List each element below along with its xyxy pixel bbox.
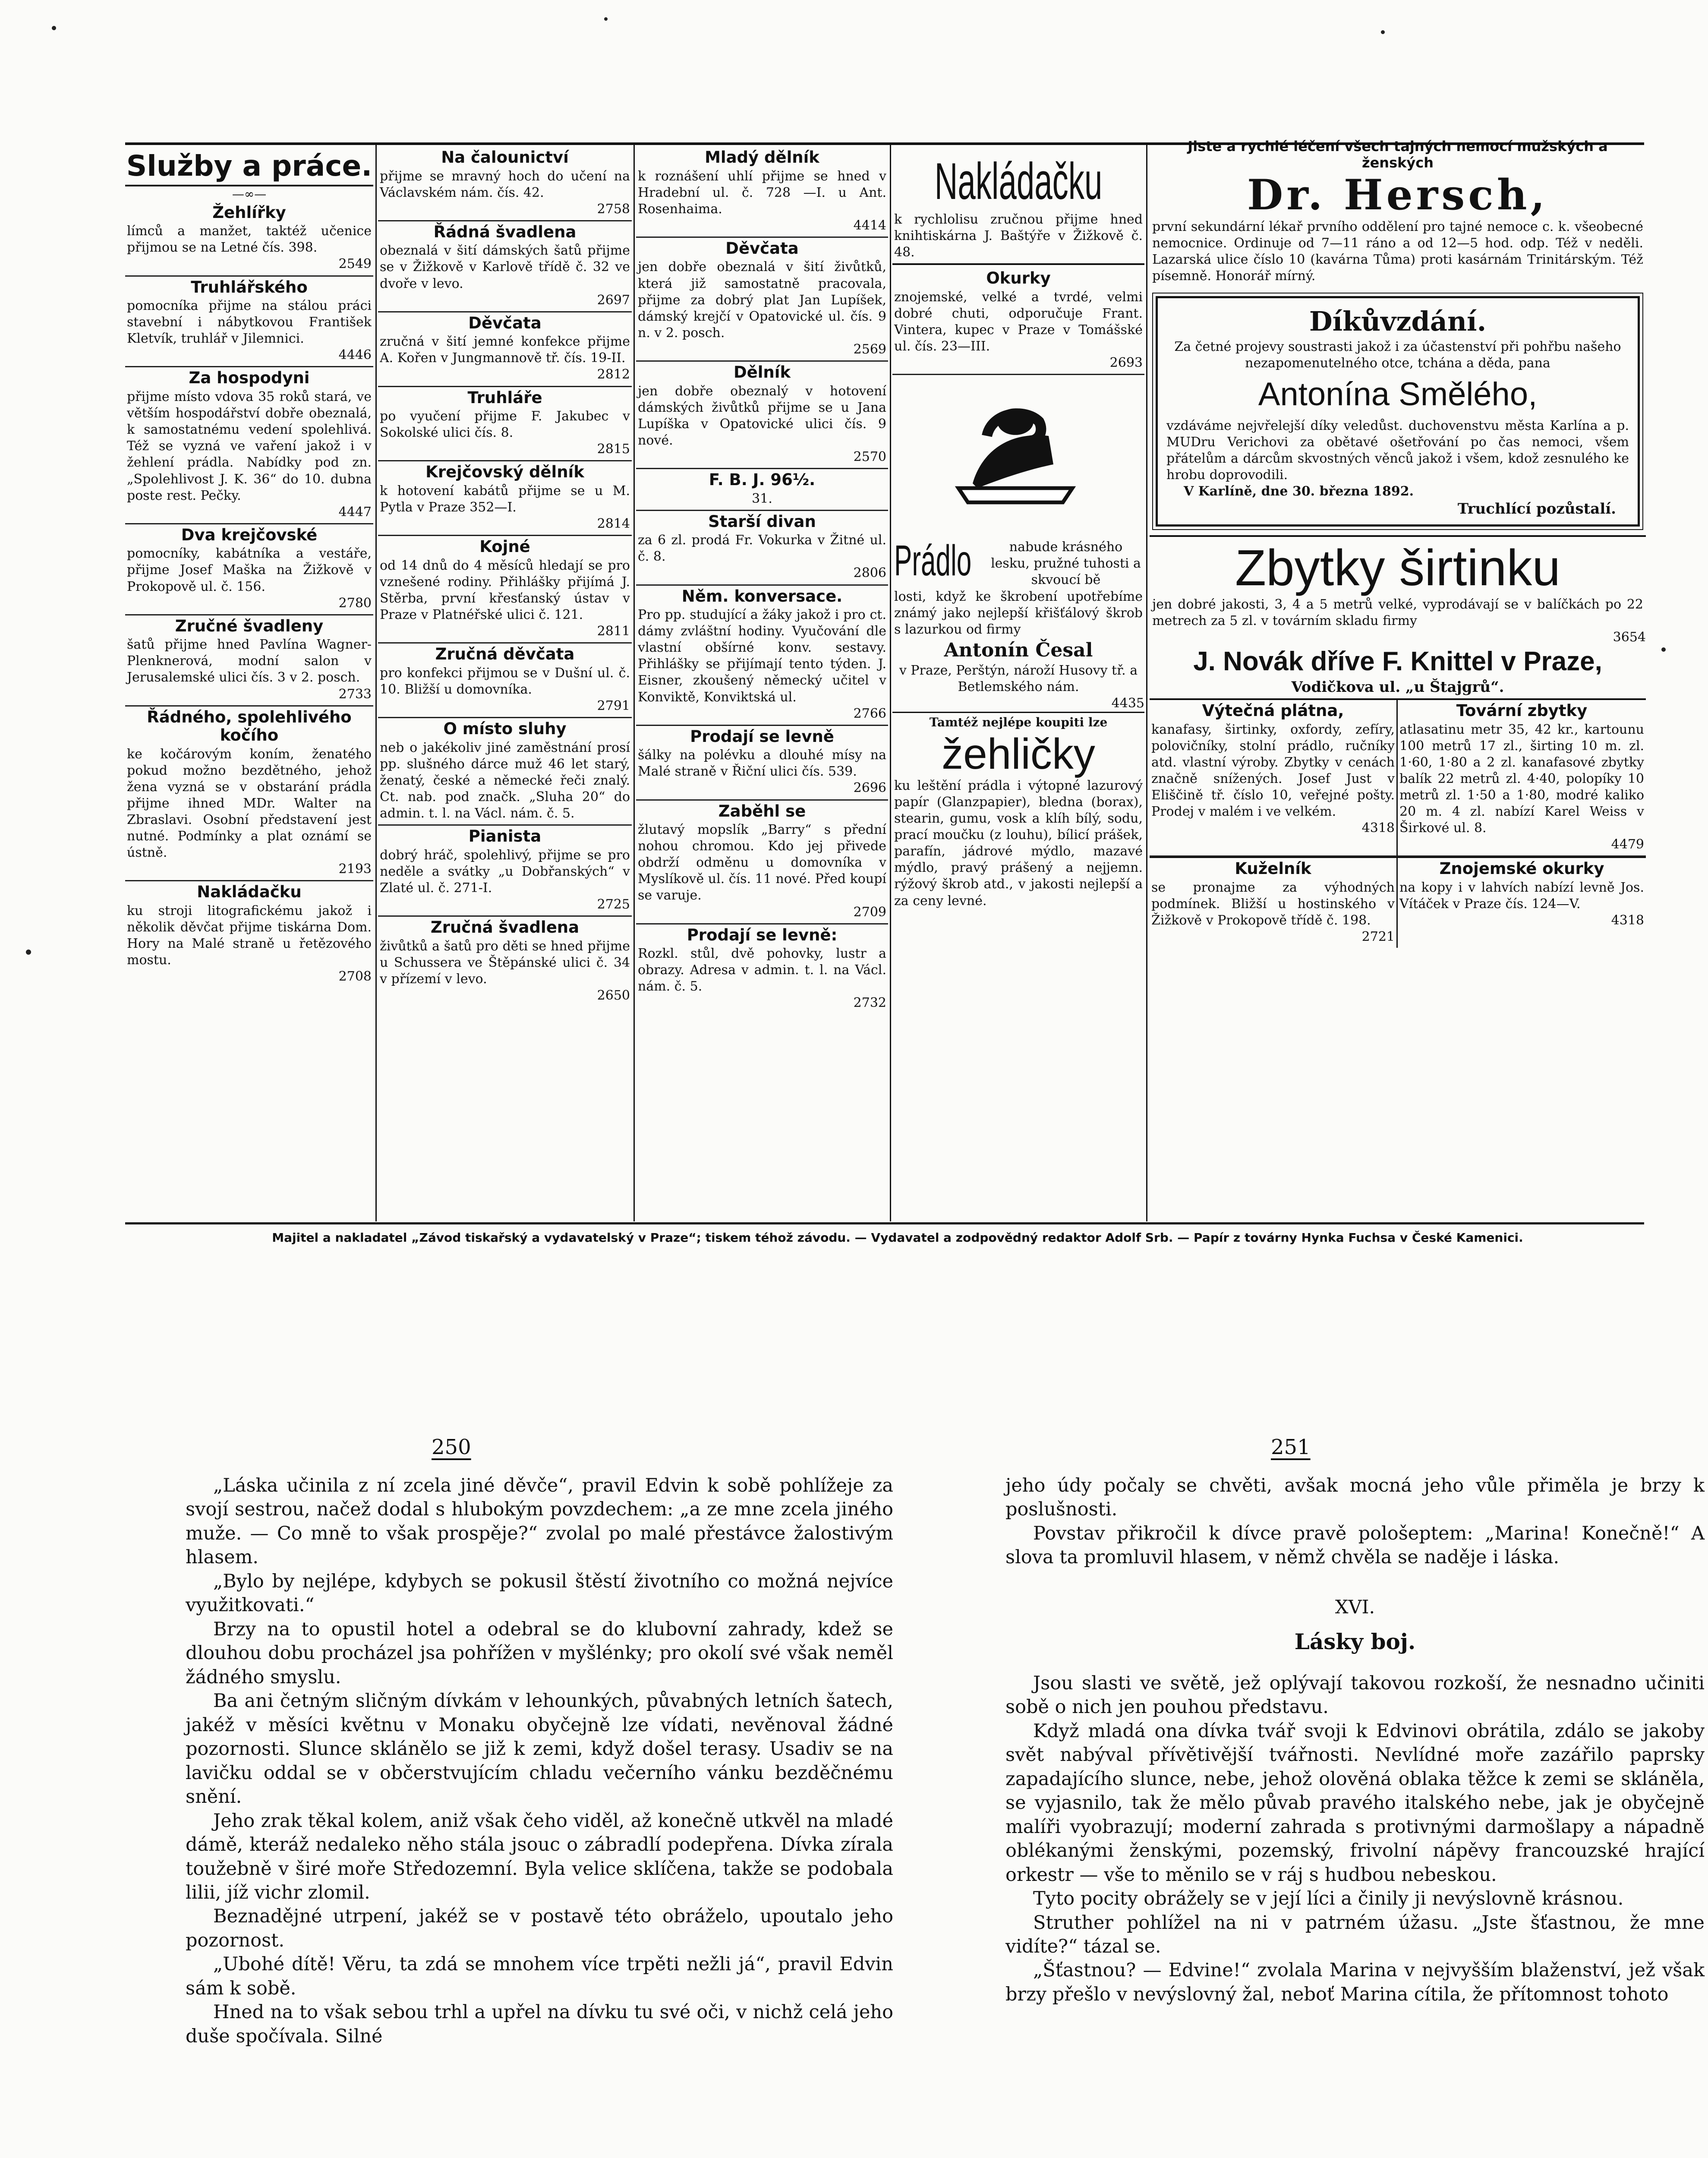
classified-ad [125, 524, 373, 615]
classified-ad [636, 511, 888, 586]
paragraph: Hned na to však sebou trhl a upřel na dívku tu své oči, v nichž celá jeho duše spočívala. Silné [186, 2001, 893, 2047]
classified-ad [378, 461, 632, 536]
ad-title: Zaběhl se [718, 801, 806, 820]
ad-title: Dva krejčovské [181, 525, 318, 544]
ad-title: Za hospodyni [189, 369, 310, 388]
ad-title: Truhláře [467, 388, 542, 407]
paragraph: Brzy na to opustil hotel a odebral se do klubovní zahrady, kdež se dlouhou dobu procházel jsa pohřížen v myšlénky; pro okolí své však neměl žádného smyslu. [186, 1618, 893, 1688]
doctor-name: Dr. Hersch, [1247, 170, 1548, 219]
thanks-signature: Truchlící pozůstalí. [1457, 500, 1616, 518]
ad-text: k roznášení uhlí přijme se hned v Hradební ul. č. 728 —I. u Ant. Rosenhaima. [638, 168, 886, 217]
ad-title: Na čalounictví [441, 148, 569, 167]
chapter-title: Lásky boj. [1294, 1629, 1416, 1655]
ad-title: Prodají se levně: [687, 925, 838, 944]
zbytky-text: jen dobré jakosti, 3, 4 a 5 metrů velké, vyprodávají se v balíčkách po 22 metrech za 5 zl. v továrním skladu firmy [1152, 597, 1643, 629]
paragraph: „Šťastnou? — Edvine!“ zvolala Marina v nejvyšším blaženství, jež však brzy přešlo v nevýslovný žal, neboť Marina cítila, že přítomnost tohoto [1005, 1959, 1705, 2005]
ad-title: Truhlářského [191, 278, 308, 297]
novak-address: Vodičkova ul. „u Štajgrů“. [1150, 678, 1646, 700]
ad-text: atlasatinu metr 35, 42 kr., kartounu 100 metrů 17 zl., širting 10 m. zl. 1·60, 1·80 a 2 zl. kanafasové zbytky balík 22 metrů zl. 4·40, polopíky 10 metrů zl. 1·50 a 1·80, modré kaliko 20 m. 4 zl. nabízí Karel Weiss v Širkové ul. 8. [1399, 722, 1644, 836]
ad-text: jen dobře obeznalá v šití živůtků, která již samostatně pracovala, přijme za dobrý plat Jan Lupíšek, dámský krejčí v Opatovické ul. čís. 9 n. v 2. posch. [638, 259, 886, 341]
tagline: Tamtéž nejlépe koupiti lze [892, 712, 1144, 730]
classified-ad [378, 917, 632, 1006]
ad-text: límců a manžet, taktéž učenice přijmou se na Letné čís. 398. [127, 224, 372, 256]
classified-ad [378, 312, 632, 387]
publisher-footer: Majitel a nakladatel „Závod tiskařský a vydavatelský v Praze“; tiskem téhož závodu. — Vydavatel a zodpovědný redaktor Adolf Srb. — Papír z továrny Hynka Fuchsa v České Kamenici. [272, 1230, 1523, 1245]
firm-number: 4435 [1111, 696, 1144, 711]
ad-title: Kojné [479, 537, 530, 556]
ad-number: 2814 [597, 516, 630, 532]
ad-text: pro konfekci přijmou se v Dušní ul. č. 10. Bližší u domovníka. [380, 665, 630, 697]
ad-number: 2758 [597, 201, 630, 217]
ad-text: Pro pp. studující a žáky jakož i pro ct. dámy zvláštní hodiny. Vyučování dle vlastní obšírné konv. sestavy. Přihlášky se přijímají tento týden. J. Eisner, zkoušený německý učitel v Konviktě, Konviktská ul. [638, 607, 886, 705]
classified-ad [125, 367, 373, 524]
paragraph: Tyto pocity obrážely se v její líci a činily ji nevýslovně krásnou. [1033, 1888, 1624, 1910]
ad-number: 2708 [338, 969, 372, 984]
ad-text: Rozkl. stůl, dvě pohovky, lustr a obrazy. Adresa v admin. t. l. na Václ. nám. č. 5. [638, 946, 886, 994]
ad-number: 2650 [597, 988, 630, 1003]
novel-right-page [1005, 1474, 1705, 2007]
ad-text: od 14 dnů do 4 měsíců hledají se pro vznešené rodiny. Přihlášky přijímá J. Stěrba, první křesťanský ústav v Praze v Platnéřské ulici č. 121. [380, 558, 630, 623]
classified-ad [125, 707, 373, 882]
ad-text: kanafasy, širtinky, oxfordy, zefíry, polovičníky, stolní prádlo, ručníky atd. vlastní výroby. Zbytky v cenách značně snížených. Josef Just v Eliščině tř. číslo 10, veřejné pošty. Prodej v malém i ve velkém. [1151, 722, 1395, 820]
ad-text: obeznalá v šití dámských šatů přijme se v Žižkově v Karlově třídě č. 32 ve dvoře v levo. [380, 243, 630, 291]
ad-text: šatů přijme hned Pavlína Wagner-Plenknerová, modní salon v Jerusalemské ulici čís. 3 v 2. posch. [127, 637, 372, 685]
column-3 [636, 147, 888, 1221]
ad-text: pomocníka přijme na stálou práci stavební i nábytkovou František Kletvík, truhlář v Jilemnici. [127, 298, 372, 347]
print-speck [26, 950, 31, 955]
classified-ad [1398, 858, 1646, 948]
print-speck [1661, 647, 1666, 652]
ad-title: Pianista [468, 827, 542, 846]
ad-number: 2811 [597, 624, 630, 639]
ad-text: zručná v šití jemné konfekce přijme A. Kořen v Jungmannově tř. čís. 19-II. [380, 334, 630, 366]
classified-ad [125, 615, 373, 707]
ad-text: pomocníky, kabátníka a vestáře, přijme Josef Maška na Žižkově v Prokopově ul. č. 156. [127, 546, 372, 594]
ad-title: F. B. J. 96½. [709, 470, 816, 489]
paragraph: Ba ani četným sličným dívkám v lehounkých, půvabných letních šatech, jakéž v měsíci květnu v Monaku obyčejně lze vídati, nevěnoval žádné pozornosti. Slunce sklánělo se již k zemi, když došel terasy. Usadiv se na lavičku oddal se v občerstvujícím chladu večerního vánku bezděčnému snění. [186, 1690, 893, 1808]
ad-number: 2766 [853, 706, 886, 721]
column-rule [1146, 142, 1147, 1221]
deceased-name: Antonína Smělého, [1258, 376, 1538, 413]
ad-title: Starší divan [708, 512, 816, 531]
ad-title: Mladý dělník [705, 148, 819, 167]
iron-icon [944, 392, 1087, 517]
ad-number: 4414 [853, 218, 886, 233]
ad-number: 2732 [853, 995, 886, 1011]
paragraph: Jsou slasti ve světě, jež oplývají takovou rozkoší, že nesnadno učiniti sobě o nich jen pouhou představu. [1005, 1672, 1705, 1718]
ad-number: 2696 [853, 780, 886, 796]
classified-ad [636, 147, 888, 238]
ad-number: 4318 [1611, 913, 1644, 928]
zehlicky-heading: žehličky [942, 729, 1095, 778]
page-number-right: 251 [1271, 1435, 1311, 1459]
column-2 [378, 147, 632, 1221]
zbytky-heading: Zbytky širtinku [1150, 535, 1646, 596]
column-1 [125, 149, 373, 1221]
ornament: —∞— [232, 187, 267, 202]
ad-number: 2549 [338, 256, 372, 272]
ad-number: 2693 [1109, 355, 1143, 371]
ad-number: 4318 [1361, 820, 1395, 836]
chapter-number: XVI. [1335, 1596, 1375, 1618]
ad-number: 2812 [597, 367, 630, 382]
ad-text: neb o jakékoliv jiné zaměstnání prosí pp. slušného dárce muž 46 let starý, ženatý, české a německé řeči znalý. Ct. nab. pod značk. „Sluha 20“ do admin. t. l. na Václ. nám. č. 5. [380, 740, 630, 821]
ad-title: Zručná děvčata [435, 645, 575, 664]
classified-ad [378, 536, 632, 644]
banner-text: k rychlolisu zručnou přijme hned knihtiskárna J. Baštýře v Žižkově č. 48. [894, 212, 1143, 260]
ad-title: Výtečná plátna, [1202, 701, 1344, 720]
page-number-left: 250 [432, 1435, 471, 1459]
classified-ad [1150, 700, 1398, 857]
nakladacku-banner: Nakládačku [934, 152, 1103, 210]
classified-ad [1150, 858, 1398, 948]
column-4 [892, 147, 1144, 1221]
ad-title: Kuželník [1235, 859, 1311, 878]
classified-ad [636, 238, 888, 362]
paragraph: Když mladá ona dívka tvář svoji k Edvinovi obrátila, zdálo se jakoby svět nabýval přívětivější tvářnosti. Nevlídné moře zazářilo paprsky zapadajícího slunce, nebe, jehož olověná oblaka těžce k zemi se skláněla, se vyjasnilo, tak že mělo půvab pravého italského nebe, jak je obyčejně malíři vyobrazují; moderní zahrada s protivnými darmošlapy a nápadně oblékanými ženskými, pozemský, frivolní nápěvy francouzské hrající orkestr — vše to měnilo se v ráj s hudbou nebeskou. [1005, 1720, 1705, 1886]
column-rule [890, 142, 891, 1221]
paragraph: Struther pohlížel na ni v patrném úžasu. „Jste šťastnou, že mne vidíte?“ tázal se. [1005, 1912, 1705, 1957]
column-rule [633, 142, 635, 1221]
classified-ad [636, 726, 888, 801]
ad-title: Děvčata [725, 239, 799, 258]
paragraph: jeho údy počaly se chvěti, avšak mocná jeho vůle přiměla je brzy k poslušnosti. [1005, 1475, 1705, 1521]
section-header: Služby a práce. [125, 149, 373, 186]
classified-ad [636, 469, 888, 511]
ad-number: 2709 [853, 904, 886, 920]
ad-title: Nakládačku [197, 883, 302, 902]
ad-title: Žehlířky [212, 203, 286, 222]
ad-text: přijme se mravný hoch do učení na Václavském nám. čís. 42. [380, 168, 630, 200]
firm-address: v Praze, Perštýn, nároží Husovy tř. a Betlemského nám. [899, 663, 1138, 695]
ad-text: k hotovení kabátů přijme se u M. Pytla v Praze 352—I. [380, 483, 630, 515]
ad-title: O místo sluhy [443, 719, 567, 738]
ad-text: se pronajme za výhodných podmínek. Bližší u hostinského v Žižkově v Prokopově třídě č. 198. [1151, 880, 1395, 928]
classified-ad [378, 147, 632, 221]
ad-number: 2697 [597, 292, 630, 308]
ad-title: Okurky [986, 269, 1051, 288]
ad-text: za 6 zl. prodá Fr. Vokurka v Žitné ul. č. 8. [638, 533, 886, 565]
paragraph: Povstav přikročil k dívce pravě pološeptem: „Marina! Konečně!“ A slova ta promluvil hlasem, v němž chvěla se naděje i láska. [1005, 1522, 1705, 1568]
classified-ad [125, 881, 373, 988]
thanks-date: V Karlíně, dne 30. března 1892. [1184, 484, 1414, 499]
column-5 [1150, 138, 1646, 1221]
paragraph: Beznadějné utrpení, jakéž se v postavě této obráželo, upoutalo jeho pozornost. [186, 1906, 893, 1951]
firm-name: Antonín Česal [944, 639, 1093, 661]
classified-ad [636, 362, 888, 469]
ad-title: Prodají se levně [690, 727, 834, 746]
ad-number: 2570 [853, 449, 886, 464]
pradlo-heading: Prádlo [894, 536, 972, 585]
print-speck [52, 26, 56, 30]
ad-text: živůtků a šatů pro děti se hned přijme u Schussera ve Štěpánské ulici č. 34 v přízemí v levo. [380, 938, 630, 987]
ad-title: Zručná švadlena [430, 918, 580, 937]
thanks-text: Za četné projevy soustrasti jakož i za účastenství při pohřbu našeho nezapomenutelného otce, tchána a děda, pana [1174, 339, 1621, 371]
ad-number: 2780 [338, 595, 372, 611]
clinic-headline: Jiste a rychlé léčení všech tajných nemocí mužských a ženských [1188, 138, 1608, 171]
zbytky-number: 3654 [1613, 630, 1646, 645]
ad-text: žlutavý mopslík „Barry“ s přední nohou chromou. Kdo jej přivede obdrží odměnu u domovníka v Myslíkově ul. čís. 11 nové. Před koupí se varuje. [638, 822, 886, 903]
thanks-text: vzdáváme nejvřelejší díky veledůst. duchovenstvu města Karlína a p. MUDru Verichovi za obětavé ošetřování po čas nemoci, všem přátelům a dárcům skvostných věnců jakož i všem, kdož zesnulého ke hrobu doprovodili. [1166, 418, 1629, 483]
ad-text: ke kočárovým koním, ženatého pokud možno bezdětného, jehož žena vyzná se v obstarání prádla přijme ihned MDr. Walter na Zbraslavi. Osobní představení jest nutné. Podmínky a plat oznámí se ústně. [127, 746, 372, 861]
print-speck [1381, 30, 1385, 34]
ad-text: na kopy i v lahvích nabízí levně Jos. Vítáček v Praze čís. 124—V. [1399, 880, 1644, 912]
ad-number: 2733 [338, 686, 372, 702]
ad-title: Tovární zbytky [1456, 701, 1588, 720]
ad-text: šálky na polévku a dlouhé mísy na Malé straně v Řiční ulici čís. 539. [638, 748, 886, 779]
thanks-title: Díkůvzdání. [1309, 305, 1487, 337]
ad-number: 2721 [1361, 929, 1395, 945]
paragraph: Jeho zrak těkal kolem, aniž však čeho viděl, až konečně utkvěl na mladé dámě, kteráž nedaleko něho stála jsouc o zábradlí podepřena. Dívka zírala toužebně v širé moře Středozemní. Byla velice sklíčena, takže se podobala lilii, jíž vichr zlomil. [186, 1810, 893, 1903]
ad-number: 4447 [338, 504, 372, 520]
classified-ad [378, 387, 632, 462]
iron-illustration [892, 375, 1144, 539]
supply-list: ku leštění prádla i výtopné lazurový papír (Glanzpapier), bledna (borax), stearin, gumu, vosk a klíh bílý, sodu, prací moučku (z louhu), bílicí prášek, parafín, jádrové mýdlo, mazavé mýdlo, pravý prášený a nejjemn. rýžový škrob atd., v jakosti nejlepší a za ceny levné. [894, 778, 1143, 909]
ad-title: Řádná švadlena [433, 222, 577, 241]
ad-number: 2725 [597, 896, 630, 912]
ad-title: Krejčovský dělník [425, 463, 584, 482]
paragraph: „Bylo by nejlépe, kdybych se pokusil štěstí životního co možná nejvíce využitkovati.“ [186, 1570, 893, 1616]
ad-number: 2791 [597, 698, 630, 713]
ad-number: 2193 [338, 861, 372, 877]
paragraph: „Láska učinila z ní zcela jiné děvče“, pravil Edvin k sobě pohlížeje za svojí sestrou, načež dodal s hlubokým povzdechem: „a ze mne zcela jiného muže. — Co mně to však prospěje?“ zvolal po malé přestávce žalostivým hlasem. [186, 1475, 893, 1568]
classified-ad [125, 277, 373, 368]
print-speck [604, 17, 608, 21]
pradlo-text: losti, když ke škrobení upotřebíme známý jako nejlepší křišťálový škrob s lazurkou od firmy [894, 589, 1143, 637]
classified-ad [125, 202, 373, 277]
ad-text: jen dobře obeznalý v hotovení dámských živůtků přijme se u Jana Lupíška v Opatovické ulici čís. 9 nové. [638, 383, 886, 448]
ad-title: Děvčata [468, 313, 542, 332]
ad-title: Znojemské okurky [1439, 859, 1604, 878]
ad-text: ku stroji litografickému jakož i několik děvčat přijme tiskárna Dom. Hory na Malé straně u řetězového mostu. [127, 903, 372, 968]
bottom-rule [125, 1222, 1644, 1224]
ad-number: 4479 [1611, 837, 1644, 852]
ad-number: 4446 [338, 347, 372, 363]
classified-ad [636, 801, 888, 924]
classified-ad [1398, 700, 1646, 857]
paragraph: „Ubohé dítě! Věru, ta zdá se mnohem více trpěti nežli já“, pravil Edvin sám k sobě. [186, 1953, 893, 1999]
classified-ad [378, 221, 632, 312]
column-rule [375, 142, 377, 1221]
ad-number: 2569 [853, 341, 886, 357]
classified-ad [636, 924, 888, 1014]
doctor-text: první sekundární lékař prvního oddělení pro tajné nemoce c. k. všeobecné nemocnice. Ordinuje od 7—11 ráno a od 12—5 hod. odp. Též v neděli. Lazarská ulice číslo 10 (kavárna Tůma) proti kasárnám Trinitárským. Též písemně. Honorář mírný. [1152, 219, 1643, 284]
ad-title: Něm. konversace. [681, 587, 843, 606]
ad-title: Zručné švadleny [175, 616, 324, 635]
ad-text: po vyučení přijme F. Jakubec v Sokolské ulici čís. 8. [380, 409, 630, 441]
thanks-box [1156, 296, 1640, 527]
classified-ad [892, 268, 1144, 375]
ad-text: 31. [752, 491, 772, 506]
ad-title: Dělník [733, 363, 791, 382]
ad-number: 2815 [597, 442, 630, 457]
ad-text: znojemské, velké a tvrdé, velmi dobré chuti, odporučuje Frant. Vintera, kupec v Praze v Tomášské ul. čís. 23—III. [894, 289, 1143, 354]
novel-left-page [186, 1474, 893, 2048]
ad-text: dobrý hráč, spolehlivý, přijme se pro neděle a svátky „u Dobřanských“ v Zlaté ul. č. 271-I. [380, 847, 630, 896]
novak-firm: J. Novák dříve F. Knittel v Praze, [1193, 647, 1602, 677]
ad-number: 2806 [853, 565, 886, 581]
ad-text: přijme místo vdova 35 roků stará, ve větším hospodářství dobře obeznalá, k samostatnému vedení spolehlivá. Též se vyzná ve vaření jakož i v žehlení prádla. Nabídky pod zn. „Spolehlivost J. K. 36“ do 10. dubna poste rest. Pečky. [127, 389, 372, 503]
classified-ad [378, 718, 632, 826]
classified-ad [636, 586, 888, 726]
classified-ad [378, 826, 632, 917]
pradlo-side-text: nabude krásného lesku, pružné tuhosti a skvoucí bě [991, 540, 1141, 588]
classified-ad [378, 644, 632, 718]
ad-title: Řádného, spolehlivého kočího [147, 707, 352, 745]
